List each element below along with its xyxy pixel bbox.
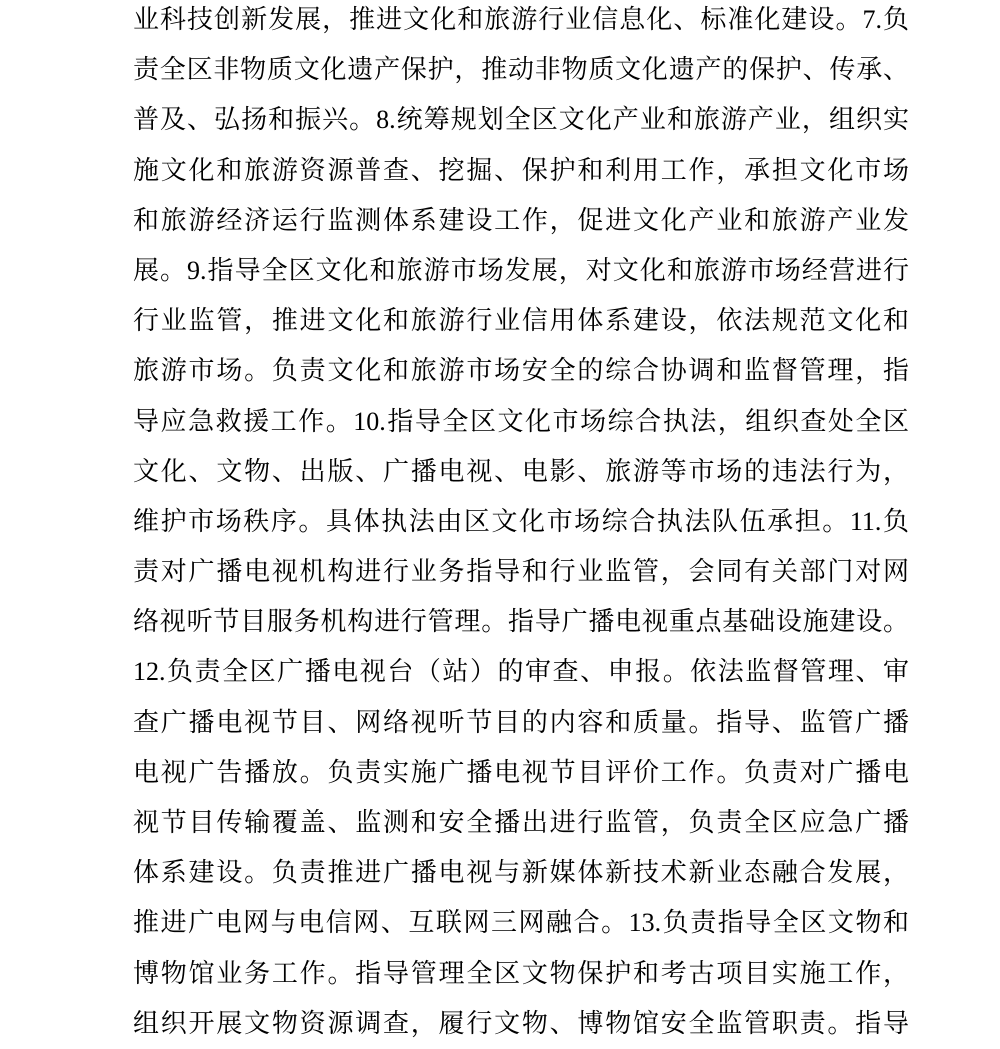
text-line: 普及、弘扬和振兴。8.统筹规划全区文化产业和旅游产业，组织实	[133, 105, 909, 135]
text-line: 施文化和旅游资源普查、挖掘、保护和利用工作，承担文化市场	[133, 155, 909, 185]
text-line: 行业监管，推进文化和旅游行业信用体系建设，依法规范文化和	[133, 306, 909, 336]
text-line: 业科技创新发展，推进文化和旅游行业信息化、标准化建设。7.负	[133, 5, 909, 34]
text-line: 维护市场秩序。具体执法由区文化市场综合执法队伍承担。11.负	[133, 506, 909, 536]
text-line: 导应急救援工作。10.指导全区文化市场综合执法，组织查处全区	[133, 406, 909, 436]
document-page	[133, 0, 909, 1049]
text-line: 12.负责全区广播电视台（站）的审查、申报。依法监督管理、审	[133, 657, 909, 687]
text-line: 视节目传输覆盖、监测和安全播出进行监管，负责全区应急广播	[133, 808, 909, 837]
text-line: 电视广告播放。负责实施广播电视节目评价工作。负责对广播电	[133, 757, 909, 787]
text-line: 博物馆业务工作。指导管理全区文物保护和考古项目实施工作，	[133, 958, 909, 988]
text-line: 络视听节目服务机构进行管理。指导广播电视重点基础设施建设。	[133, 607, 909, 637]
text-line: 责对广播电视机构进行业务指导和行业监管，会同有关部门对网	[133, 557, 909, 587]
text-line: 旅游市场。负责文化和旅游市场安全的综合协调和监督管理，指	[133, 356, 909, 386]
text-line: 查广播电视节目、网络视听节目的内容和质量。指导、监管广播	[133, 707, 909, 737]
text-line: 展。9.指导全区文化和旅游市场发展，对文化和旅游市场经营进行	[133, 255, 909, 285]
text-line: 文化、文物、出版、广播电视、电影、旅游等市场的违法行为，	[133, 456, 909, 486]
text-line: 体系建设。负责推进广播电视与新媒体新技术新业态融合发展，	[133, 858, 909, 888]
text-line: 责全区非物质文化遗产保护，推动非物质文化遗产的保护、传承、	[133, 55, 909, 85]
text-line: 推进广电网与电信网、互联网三网融合。13.负责指导全区文物和	[133, 908, 909, 938]
text-line: 组织开展文物资源调查，履行文物、博物馆安全监管职责。指导	[133, 1008, 909, 1038]
text-line: 和旅游经济运行监测体系建设工作，促进文化产业和旅游产业发	[133, 205, 909, 235]
